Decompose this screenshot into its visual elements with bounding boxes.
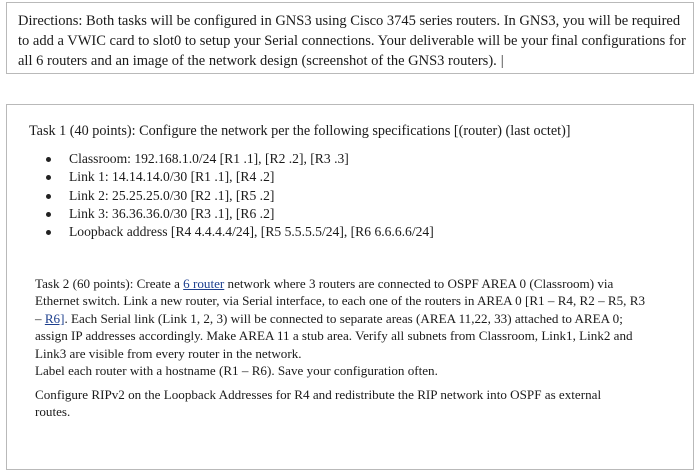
list-item: Classroom: 192.168.1.0/24 [R1 .1], [R2 .2], [R3 .3] bbox=[45, 150, 434, 168]
task1-title: Task 1 (40 points): Configure the network per the following specifications [(router) (last octet)] bbox=[29, 123, 571, 139]
list-item: Link 2: 25.25.25.0/30 [R2 .1], [R5 .2] bbox=[45, 187, 434, 205]
task2-intro: Task 2 (60 points): Create a bbox=[35, 276, 184, 291]
hostname-instruction: Label each router with a hostname (R1 – R6). Save your configuration often. bbox=[35, 363, 438, 378]
directions-text: Directions: Both tasks will be configured in GNS3 using Cisco 3745 series routers. In GNS3, you will be required to add a VWIC card to slot0 to setup your Serial connections. Your deliverable will be your final configurations for all 6 routers and an image of the network design (screenshot of the GNS3 routers). bbox=[18, 13, 686, 69]
task1-spec-list bbox=[45, 150, 434, 241]
task2-body-1: network where 3 routers are connected to OSPF AREA 0 (Classroom) via Ethernet switch. Link a new router, via Serial interface, to each one of the routers in AREA 0 [R1 – R4, R2 – R5, R3 – bbox=[35, 276, 646, 326]
directions-box bbox=[6, 2, 694, 74]
task2-body-2: . Each Serial link (Link 1, 2, 3) will be connected to separate areas (AREA 11,22, 33) attached to AREA 0; assign IP addresses accordingly. Make AREA 11 a stub area. Verify all subnets from Classroom, Link1, Link2 and Link3 are visible from every router in the network. bbox=[35, 310, 633, 361]
six-router-link[interactable]: 6 router bbox=[183, 276, 225, 291]
r6-link[interactable]: R6] bbox=[44, 310, 65, 326]
ripv2-instruction: Configure RIPv2 on the Loopback Addresses for R4 and redistribute the RIP network into OSPF as external routes. bbox=[35, 387, 602, 420]
list-item: Link 3: 36.36.36.0/30 [R3 .1], [R6 .2] bbox=[45, 205, 434, 223]
text-cursor: | bbox=[500, 53, 504, 69]
list-item: Loopback address [R4 4.4.4.4/24], [R5 5.5.5.5/24], [R6 6.6.6.6/24] bbox=[45, 223, 434, 241]
directions-paragraph bbox=[18, 11, 686, 71]
tasks-box bbox=[6, 104, 694, 470]
task2-paragraph bbox=[35, 275, 651, 362]
list-item: Link 1: 14.14.14.0/30 [R1 .1], [R4 .2] bbox=[45, 168, 434, 186]
